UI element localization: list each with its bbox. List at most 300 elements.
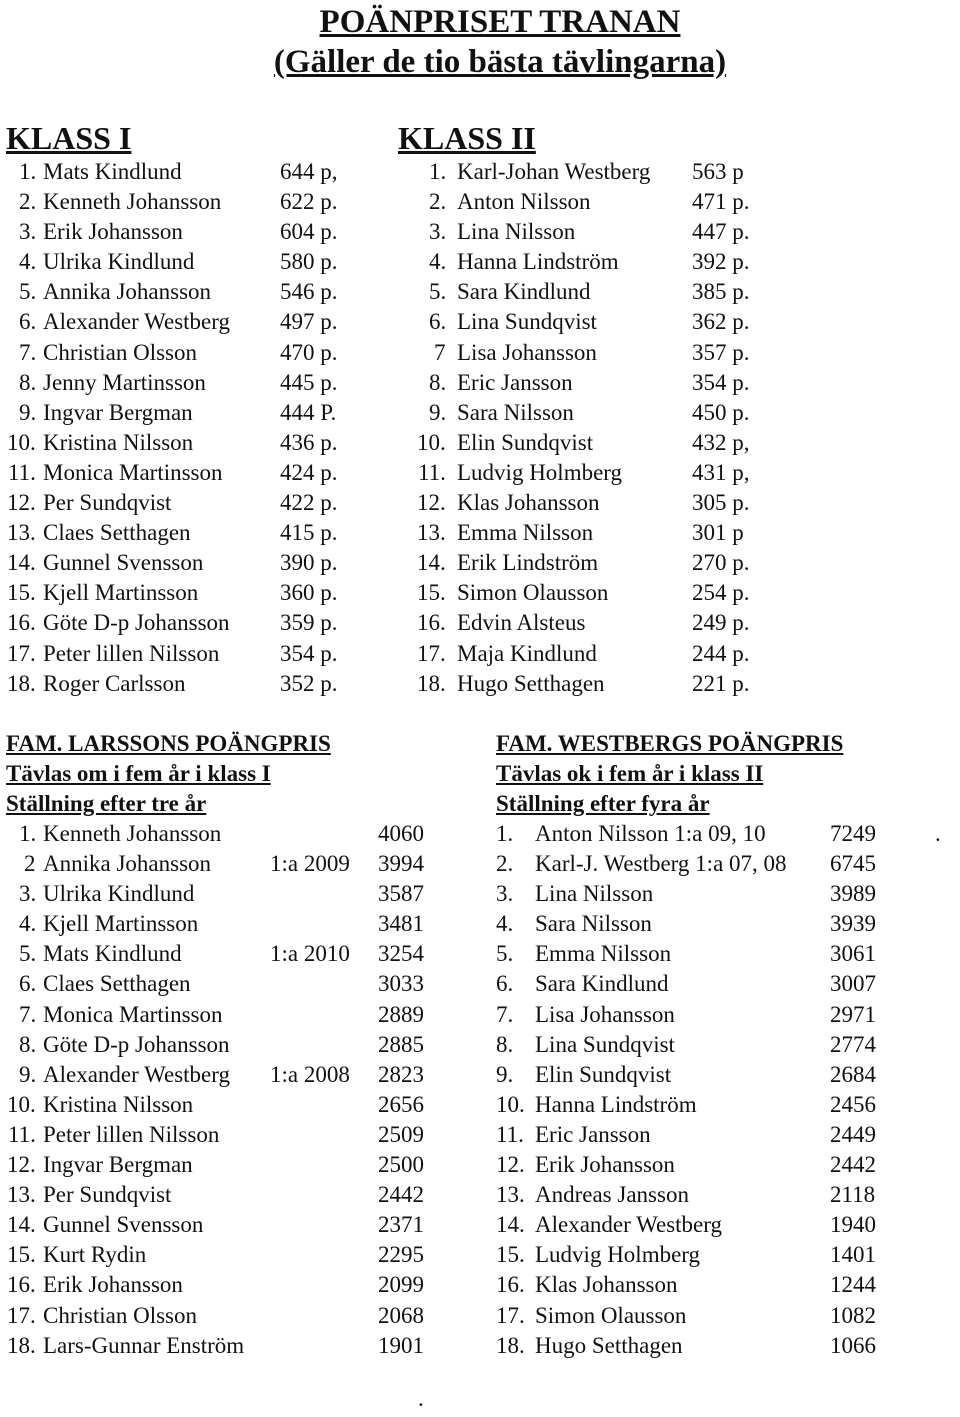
rank: 5.	[19, 279, 37, 305]
klass1-row	[0, 428, 390, 458]
rank: 16.	[7, 610, 36, 636]
rank: 16.	[417, 610, 446, 636]
stray-dot-bottom: .	[418, 1386, 424, 1411]
rank: 15.	[496, 1242, 525, 1268]
larsson-row	[0, 1270, 440, 1300]
winner-note: 1:a 2009	[270, 851, 350, 877]
points: 4060	[378, 821, 424, 846]
points: 444 P.	[280, 399, 337, 425]
westberg-row	[490, 1030, 890, 1060]
klass2-row	[395, 187, 795, 217]
points: 305 p.	[692, 490, 750, 516]
klass2-row	[395, 548, 795, 578]
points: 352 p.	[280, 670, 338, 696]
larsson-heading: FAM. LARSSONS POÄNGPRIS	[6, 731, 331, 756]
points: 2442	[830, 1152, 876, 1178]
rank: 6.	[19, 971, 37, 997]
rank: 7.	[19, 1001, 37, 1027]
rank: 7	[434, 339, 446, 365]
points: 1082	[830, 1302, 876, 1328]
points: 221 p.	[692, 670, 750, 696]
rank: 9.	[19, 1061, 37, 1087]
klass1-row	[0, 398, 390, 428]
rank: 16.	[7, 1272, 36, 1298]
klass1-row	[0, 247, 390, 277]
points: 447 p.	[692, 219, 750, 245]
competitor-name: Christian Olsson	[43, 339, 197, 365]
westberg-row	[490, 1240, 890, 1270]
points: 301 p	[692, 520, 744, 546]
rank: 10.	[496, 1091, 525, 1117]
westberg-row	[490, 819, 890, 849]
competitor-name: Hugo Setthagen	[457, 670, 605, 696]
westberg-row	[490, 969, 890, 999]
larsson-row	[0, 1030, 440, 1060]
rank: 4.	[429, 249, 447, 275]
points: 6745	[830, 851, 876, 877]
points: 357 p.	[692, 339, 750, 365]
rank: 14.	[417, 550, 446, 576]
competitor-name: Kristina Nilsson	[43, 1091, 194, 1117]
points: 3033	[378, 971, 424, 997]
points: 3254	[378, 941, 424, 967]
competitor-name: Klas Johansson	[457, 490, 600, 516]
klass1-heading: KLASS I	[6, 120, 132, 156]
competitor-name: Lisa Johansson	[457, 339, 597, 365]
rank: 4.	[19, 249, 37, 275]
points: 3989	[830, 881, 876, 907]
larsson-row	[0, 969, 440, 999]
competitor-name: Edvin Alsteus	[457, 610, 586, 636]
rank: 11.	[8, 459, 36, 485]
points: 2656	[378, 1091, 424, 1117]
rank: 17.	[496, 1302, 525, 1328]
rank: 2.	[429, 189, 447, 215]
points: 3994	[378, 851, 424, 877]
westberg-row	[490, 1090, 890, 1120]
rank: 9.	[429, 399, 447, 425]
larsson-row	[0, 939, 440, 969]
competitor-name: Kenneth Johansson	[43, 821, 222, 846]
points: 2885	[378, 1031, 424, 1057]
rank: 10.	[417, 429, 446, 455]
competitor-name: Erik Johansson	[535, 1152, 675, 1178]
points: 2068	[378, 1302, 424, 1328]
competitor-name: Monica Martinsson	[43, 459, 223, 485]
westberg-row	[490, 909, 890, 939]
klass2-row	[395, 157, 795, 187]
points: 1066	[830, 1332, 876, 1358]
competitor-name: Erik Johansson	[43, 1272, 183, 1298]
competitor-name: Alexander Westberg	[43, 1061, 230, 1087]
rank: 1.	[429, 159, 447, 184]
rank: 4.	[496, 911, 514, 937]
rank: 7.	[496, 1001, 514, 1027]
rank: 8.	[19, 369, 37, 395]
rank: 14.	[496, 1212, 525, 1238]
competitor-name: Sara Nilsson	[535, 911, 652, 937]
klass1-row	[0, 338, 390, 368]
rank: 13.	[7, 1182, 36, 1208]
points: 354 p.	[280, 640, 338, 666]
competitor-name: Kjell Martinsson	[43, 580, 199, 606]
competitor-name: Hanna Lindström	[535, 1091, 697, 1117]
larsson-standing-heading: Ställning efter tre år	[6, 791, 207, 816]
larsson-row	[0, 1150, 440, 1180]
larsson-row	[0, 1120, 440, 1150]
winner-note: 1:a 2008	[270, 1061, 350, 1087]
competitor-name: Emma Nilsson	[535, 941, 672, 967]
competitor-name: Ingvar Bergman	[43, 399, 193, 425]
competitor-name: Ulrika Kindlund	[43, 249, 195, 275]
westberg-row	[490, 1120, 890, 1150]
klass2-row	[395, 488, 795, 518]
klass2-row	[395, 608, 795, 638]
points: 2118	[830, 1182, 876, 1208]
larsson-row	[0, 1000, 440, 1030]
points: 270 p.	[692, 550, 750, 576]
points: 432 p,	[692, 429, 750, 455]
competitor-name: Karl-Johan Westberg	[457, 159, 651, 184]
rank: 11.	[8, 1121, 36, 1147]
rank: 15.	[7, 1242, 36, 1268]
rank: 18.	[7, 1332, 36, 1358]
rank: 6.	[429, 309, 447, 335]
points: 1244	[830, 1272, 876, 1298]
klass1-list	[0, 157, 390, 699]
points: 362 p.	[692, 309, 750, 335]
klass1-row	[0, 518, 390, 548]
competitor-name: Sara Nilsson	[457, 399, 574, 425]
westberg-row	[490, 1331, 890, 1361]
points: 2449	[830, 1121, 876, 1147]
klass1-row	[0, 608, 390, 638]
points: 3939	[830, 911, 876, 937]
points: 445 p.	[280, 369, 338, 395]
klass2-row	[395, 247, 795, 277]
points: 604 p.	[280, 219, 338, 245]
rank: 4.	[19, 911, 37, 937]
klass2-list	[395, 157, 795, 699]
points: 644 p,	[280, 159, 338, 184]
rank: 17.	[7, 640, 36, 666]
rank: 9.	[496, 1061, 514, 1087]
rank: 12.	[496, 1152, 525, 1178]
westberg-row	[490, 1000, 890, 1030]
rank: 17.	[417, 640, 446, 666]
competitor-name: Lina Sundqvist	[535, 1031, 675, 1057]
rank: 1.	[19, 821, 37, 846]
competitor-name: Elin Sundqvist	[457, 429, 594, 455]
rank: 5.	[496, 941, 514, 967]
larsson-row	[0, 879, 440, 909]
competitor-name: Roger Carlsson	[43, 670, 186, 696]
larsson-row	[0, 1090, 440, 1120]
klass2-row	[395, 398, 795, 428]
rank: 12.	[417, 490, 446, 516]
points: 2509	[378, 1121, 424, 1147]
page-title: POÄNPRISET TRANAN	[319, 4, 681, 40]
points: 249 p.	[692, 610, 750, 636]
klass2-row	[395, 458, 795, 488]
competitor-name: Kenneth Johansson	[43, 189, 222, 215]
klass2-row	[395, 368, 795, 398]
points: 2500	[378, 1152, 424, 1178]
larsson-subheading: Tävlas om i fem år i klass I	[6, 761, 271, 786]
larsson-row	[0, 819, 440, 849]
klass2-row	[395, 669, 795, 699]
competitor-name: Eric Jansson	[535, 1121, 651, 1147]
competitor-name: Anton Nilsson	[457, 189, 591, 215]
stray-dot-right: .	[935, 821, 941, 846]
westberg-row	[490, 1210, 890, 1240]
larsson-row	[0, 1240, 440, 1270]
points: 2971	[830, 1001, 876, 1027]
rank: 15.	[7, 580, 36, 606]
westberg-row	[490, 879, 890, 909]
points: 415 p.	[280, 520, 338, 546]
rank: 14.	[7, 1212, 36, 1238]
westberg-heading: FAM. WESTBERGS POÄNGPRIS	[496, 731, 844, 756]
klass1-row	[0, 217, 390, 247]
larsson-row	[0, 1060, 440, 1090]
points: 3007	[830, 971, 876, 997]
rank: 11.	[418, 459, 446, 485]
klass2-row	[395, 307, 795, 337]
points: 2295	[378, 1242, 424, 1268]
westberg-row	[490, 1060, 890, 1090]
rank: 10.	[7, 1091, 36, 1117]
points: 360 p.	[280, 580, 338, 606]
points: 546 p.	[280, 279, 338, 305]
klass2-row	[395, 578, 795, 608]
rank: 11.	[496, 1121, 524, 1147]
points: 1940	[830, 1212, 876, 1238]
rank: 16.	[496, 1272, 525, 1298]
winner-note: 1:a 2010	[270, 941, 350, 967]
rank: 15.	[417, 580, 446, 606]
points: 2099	[378, 1272, 424, 1298]
competitor-name: Lisa Johansson	[535, 1001, 675, 1027]
competitor-name: Anton Nilsson 1:a 09, 10	[535, 821, 766, 846]
rank: 13.	[417, 520, 446, 546]
rank: 13.	[496, 1182, 525, 1208]
points: 471 p.	[692, 189, 750, 215]
points: 244 p.	[692, 640, 750, 666]
rank: 18.	[417, 670, 446, 696]
competitor-name: Emma Nilsson	[457, 520, 594, 546]
points: 2684	[830, 1061, 876, 1087]
points: 436 p.	[280, 429, 338, 455]
competitor-name: Jenny Martinsson	[43, 369, 206, 395]
westberg-row	[490, 1150, 890, 1180]
competitor-name: Erik Johansson	[43, 219, 183, 245]
rank: 9.	[19, 399, 37, 425]
points: 580 p.	[280, 249, 338, 275]
larsson-row	[0, 1180, 440, 1210]
klass2-row	[395, 428, 795, 458]
points: 563 p	[692, 159, 744, 184]
competitor-name: Christian Olsson	[43, 1302, 197, 1328]
competitor-name: Hanna Lindström	[457, 249, 619, 275]
larsson-row	[0, 849, 440, 879]
westberg-list	[490, 819, 890, 1361]
klass2-row	[395, 277, 795, 307]
klass2-heading: KLASS II	[398, 120, 536, 156]
rank: 2.	[496, 851, 514, 877]
competitor-name: Ludvig Holmberg	[457, 459, 623, 485]
klass1-row	[0, 578, 390, 608]
points: 2774	[830, 1031, 876, 1057]
klass1-row	[0, 639, 390, 669]
klass1-row	[0, 548, 390, 578]
rank: 17.	[7, 1302, 36, 1328]
westberg-row	[490, 1270, 890, 1300]
rank: 18.	[496, 1332, 525, 1358]
points: 422 p.	[280, 490, 338, 516]
larsson-row	[0, 1331, 440, 1361]
competitor-name: Göte D-p Johansson	[43, 610, 230, 636]
klass1-row	[0, 669, 390, 699]
rank: 18.	[7, 670, 36, 696]
klass2-row	[395, 518, 795, 548]
competitor-name: Klas Johansson	[535, 1272, 678, 1298]
points: 7249	[830, 821, 876, 846]
klass2-row	[395, 639, 795, 669]
competitor-name: Elin Sundqvist	[535, 1061, 672, 1087]
competitor-name: Mats Kindlund	[43, 941, 182, 967]
points: 2823	[378, 1061, 424, 1087]
competitor-name: Claes Setthagen	[43, 520, 191, 546]
competitor-name: Karl-J. Westberg 1:a 07, 08	[535, 851, 787, 877]
rank: 3.	[429, 219, 447, 245]
larsson-row	[0, 909, 440, 939]
points: 390 p.	[280, 550, 338, 576]
points: 497 p.	[280, 309, 338, 335]
rank: 8.	[496, 1031, 514, 1057]
competitor-name: Annika Johansson	[43, 279, 212, 305]
westberg-row	[490, 1180, 890, 1210]
points: 354 p.	[692, 369, 750, 395]
competitor-name: Kjell Martinsson	[43, 911, 199, 937]
westberg-row	[490, 939, 890, 969]
klass1-row	[0, 368, 390, 398]
points: 385 p.	[692, 279, 750, 305]
competitor-name: Peter lillen Nilsson	[43, 640, 220, 666]
rank: 1.	[496, 821, 514, 846]
rank: 5.	[19, 941, 37, 967]
competitor-name: Per Sundqvist	[43, 1182, 172, 1208]
competitor-name: Lars-Gunnar Enström	[43, 1332, 245, 1358]
points: 2456	[830, 1091, 876, 1117]
points: 2442	[378, 1182, 424, 1208]
points: 431 p,	[692, 459, 750, 485]
competitor-name: Monica Martinsson	[43, 1001, 223, 1027]
competitor-name: Simon Olausson	[457, 580, 609, 606]
points: 470 p.	[280, 339, 338, 365]
points: 450 p.	[692, 399, 750, 425]
points: 622 p.	[280, 189, 338, 215]
competitor-name: Peter lillen Nilsson	[43, 1121, 220, 1147]
points: 3587	[378, 881, 424, 907]
rank: 7.	[19, 339, 37, 365]
westberg-row	[490, 1301, 890, 1331]
rank: 12.	[7, 1152, 36, 1178]
westberg-standing-heading: Ställning efter fyra år	[496, 791, 710, 816]
klass1-row	[0, 277, 390, 307]
competitor-name: Sara Kindlund	[457, 279, 591, 305]
points: 1401	[830, 1242, 876, 1268]
competitor-name: Andreas Jansson	[535, 1182, 689, 1208]
larsson-list	[0, 819, 440, 1361]
klass2-row	[395, 217, 795, 247]
rank: 8.	[19, 1031, 37, 1057]
klass1-row	[0, 157, 390, 187]
westberg-row	[490, 849, 890, 879]
competitor-name: Annika Johansson	[43, 851, 212, 877]
points: 3061	[830, 941, 876, 967]
competitor-name: Kurt Rydin	[43, 1242, 147, 1268]
larsson-row	[0, 1301, 440, 1331]
klass1-row	[0, 458, 390, 488]
rank: 12.	[7, 490, 36, 516]
competitor-name: Lina Nilsson	[457, 219, 576, 245]
westberg-subheading: Tävlas ok i fem år i klass II	[496, 761, 764, 786]
rank: 2.	[19, 189, 37, 215]
competitor-name: Hugo Setthagen	[535, 1332, 683, 1358]
larsson-row	[0, 1210, 440, 1240]
klass1-row	[0, 187, 390, 217]
competitor-name: Gunnel Svensson	[43, 1212, 204, 1238]
rank: 3.	[19, 881, 37, 907]
page-subtitle: (Gäller de tio bästa tävlingarna)	[273, 44, 727, 80]
klass2-row	[395, 338, 795, 368]
rank: 8.	[429, 369, 447, 395]
points: 359 p.	[280, 610, 338, 636]
competitor-name: Ludvig Holmberg	[535, 1242, 701, 1268]
competitor-name: Göte D-p Johansson	[43, 1031, 230, 1057]
competitor-name: Ingvar Bergman	[43, 1152, 193, 1178]
competitor-name: Erik Lindström	[457, 550, 599, 576]
klass1-row	[0, 307, 390, 337]
points: 254 p.	[692, 580, 750, 606]
competitor-name: Kristina Nilsson	[43, 429, 194, 455]
rank: 6.	[496, 971, 514, 997]
competitor-name: Alexander Westberg	[43, 309, 230, 335]
rank: 3.	[496, 881, 514, 907]
rank: 14.	[7, 550, 36, 576]
points: 3481	[378, 911, 424, 937]
competitor-name: Eric Jansson	[457, 369, 573, 395]
rank: 13.	[7, 520, 36, 546]
competitor-name: Per Sundqvist	[43, 490, 172, 516]
competitor-name: Simon Olausson	[535, 1302, 687, 1328]
competitor-name: Maja Kindlund	[457, 640, 597, 666]
competitor-name: Ulrika Kindlund	[43, 881, 195, 907]
points: 392 p.	[692, 249, 750, 275]
competitor-name: Mats Kindlund	[43, 159, 182, 184]
points: 1901	[378, 1332, 424, 1358]
points: 2371	[378, 1212, 424, 1238]
rank: 2	[24, 851, 36, 877]
competitor-name: Sara Kindlund	[535, 971, 669, 997]
rank: 3.	[19, 219, 37, 245]
competitor-name: Gunnel Svensson	[43, 550, 204, 576]
competitor-name: Claes Setthagen	[43, 971, 191, 997]
rank: 1.	[19, 159, 37, 184]
rank: 5.	[429, 279, 447, 305]
competitor-name: Lina Nilsson	[535, 881, 654, 907]
